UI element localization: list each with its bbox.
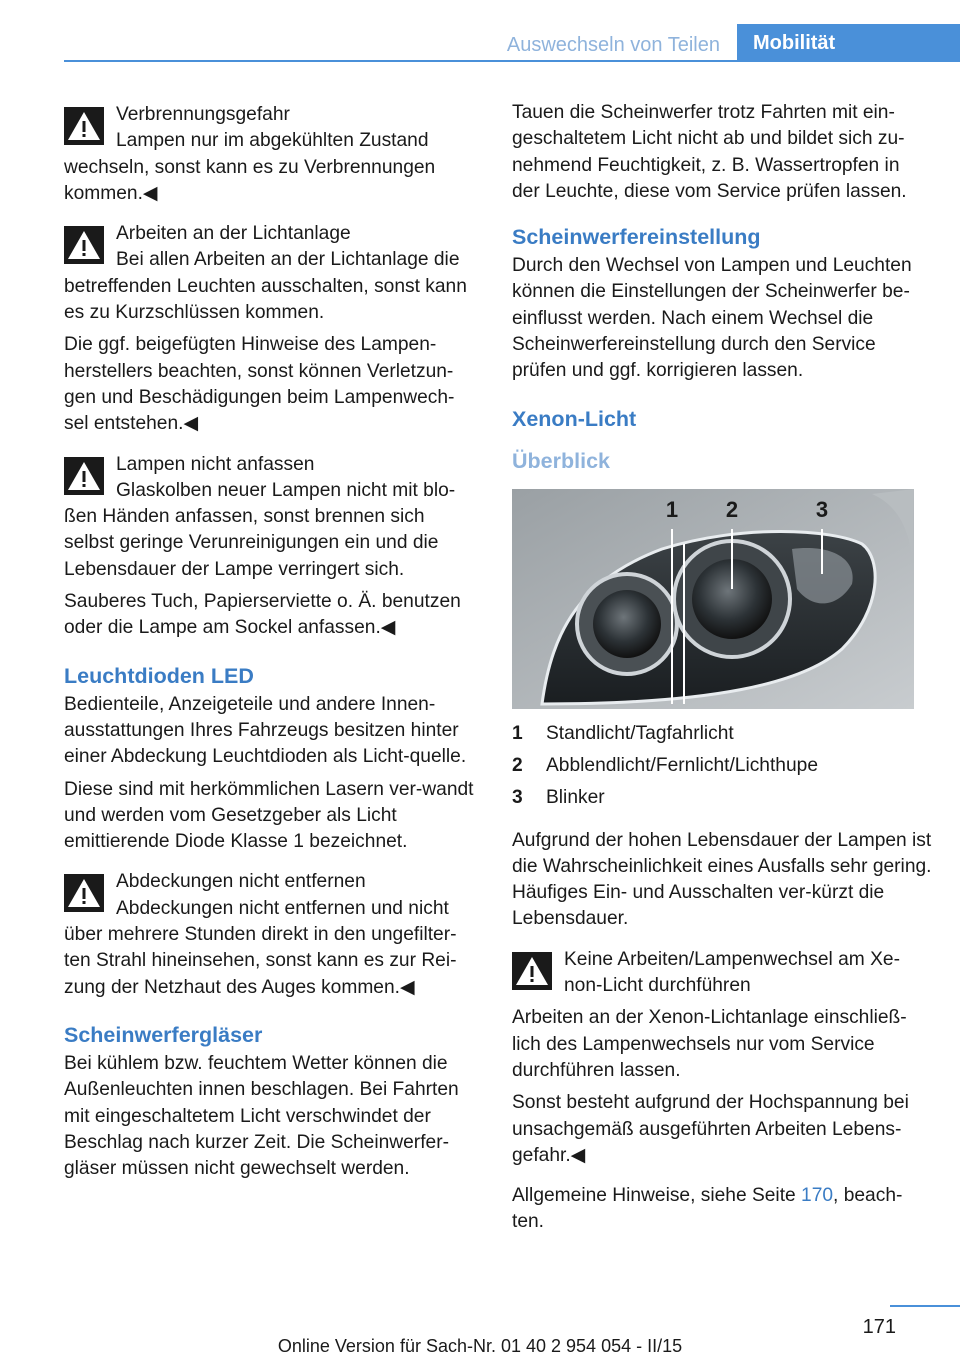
section-heading: Xenon-Licht [512,406,637,431]
footer-text: Online Version für Sach-Nr. 01 40 2 954 054 - II/15 [277,1336,683,1356]
legend-list [512,721,932,812]
paragraph: Bedienteile, Anzeigeteile und andere Innen‐ausstattungen Ihres Fahrzeugs besitzen hinter einer Abdeckung Leuchtdioden als Licht‐quelle. [64,693,467,768]
warning-block [64,452,478,583]
headlight-photo [512,489,914,709]
warning-block [512,947,932,1000]
legend-number: 2 [512,754,523,776]
warning-text [64,247,478,326]
warning-text-first: Glaskolben neuer Lampen nicht mit blo‐ [116,479,456,501]
warning-text-rest: betreffenden Leuchten ausschalten, sonst kann es zu Kurzschlüssen kommen. [64,275,467,324]
paragraph: Aufgrund der hohen Lebensdauer der Lampen ist die Wahrscheinlichkeit eines Ausfalls sehr gering. Häufiges Ein- und Ausschalten ver‐kürzt die Lebensdauer. [512,829,932,930]
paragraph-crossref [512,1183,932,1236]
warning-icon [64,874,104,912]
warning-text [64,478,478,583]
warning-title: Lampen nicht anfassen [116,453,315,475]
headlight-illustration [512,489,914,709]
header-chapter-tab[interactable]: Mobilität [737,24,960,62]
warning-icon [512,952,552,990]
warning-text-rest: über mehrere Stunden direkt in den ungefilter‐ten Strahl hineinsehen, sonst kann es zur Rei‐zung der Netzhaut des Auges kommen.◀ [64,924,457,998]
section-heading: Scheinwerfereinstellung [512,225,761,250]
paragraph: Arbeiten an der Xenon-Lichtanlage einschließ‐lich des Lampenwechsels nur vom Service durchführen lassen. [512,1007,907,1081]
subsection-heading: Überblick [512,448,610,473]
paragraph: Sonst besteht aufgrund der Hochspannung bei unsachgemäß ausgeführten Arbeiten Lebens‐gefahr.◀ [512,1092,909,1166]
warning-icon [64,107,104,145]
warning-icon [64,226,104,264]
warning-text-rest: wechseln, sonst kann es zu Verbrennungen kommen.◀ [64,156,436,204]
legend-text: Blinker [546,787,605,809]
legend-item [512,721,932,747]
warning-text [64,896,478,1001]
warning-text [64,128,478,207]
photo-label-2: 2 [725,496,739,522]
page-number: 171 [862,1316,896,1338]
paragraph: Bei kühlem bzw. feuchtem Wetter können die Außenleuchten innen beschlagen. Bei Fahrten mit eingeschaltetem Licht verschwindet der Beschlag nach kurzer Zeit. Die Scheinwerfer‐gläser müssen nicht gewechselt werden. [64,1052,459,1180]
warning-title: Arbeiten an der Lichtanlage [116,223,351,245]
left-column [64,102,478,1188]
legend-text: Abblendlicht/Fernlicht/Lichthupe [546,754,818,776]
photo-label-1: 1 [665,496,679,522]
legend-number: 1 [512,722,523,744]
photo-label-3: 3 [815,496,829,522]
page-link[interactable]: 170 [801,1185,834,1207]
legend-text: Standlicht/Tagfahrlicht [546,722,734,744]
header-section[interactable]: Auswechseln von Teilen [506,34,720,56]
legend-item [512,785,932,811]
warning-title: Verbrennungsgefahr [116,104,290,125]
legend-number: 3 [512,787,523,809]
crossref-text: Allgemeine Hinweise, siehe Seite [512,1185,802,1207]
legend-item [512,753,932,779]
paragraph: Tauen die Scheinwerfer trotz Fahrten mit ein‐geschaltetem Licht nicht ab und bildet sich zu‐nehmend Feuchtigkeit, z. B. Wassertropfen in der Leuchte, diese vom Service prüfen lassen. [512,102,907,202]
paragraph: Durch den Wechsel von Lampen und Leuchten können die Einstellungen der Scheinwerfer be‐einflusst werden. Nach einem Wechsel die Scheinwerfereinstellung durch den Service prüfen und ggf. korrigieren lassen. [512,255,912,382]
warning-block [64,869,478,1000]
footer-rule [890,1305,960,1307]
paragraph: Die ggf. beigefügten Hinweise des Lampen‐herstellers beachten, sonst können Verletzun‐gen und Beschädigungen beim Lampenwech‐sel entstehen.◀ [64,334,455,435]
warning-block [64,221,478,326]
warning-text-first: Abdeckungen nicht entfernen und nicht [116,897,449,919]
crossref-text-end: , beach‐ten. [512,1185,903,1233]
section-heading: Leuchtdioden LED [64,663,254,688]
paragraph: Diese sind mit herkömmlichen Lasern ver‐wandt und werden vom Gesetzgeber als Licht emittierende Diode Klasse 1 bezeichnet. [64,778,474,853]
warning-text-first: Bei allen Arbeiten an der Lichtanlage die [116,249,460,271]
warning-icon [64,457,104,495]
warning-text-rest: ßen Händen anfassen, sonst brennen sich selbst geringe Verunreinigungen ein und die Lebensdauer der Lampe verringert sich. [64,506,439,580]
paragraph: Sauberes Tuch, Papierserviette o. Ä. benutzen oder die Lampe am Sockel anfassen.◀ [64,591,461,639]
right-column [512,100,932,1242]
warning-title: Keine Arbeiten/Lampenwechsel am Xe‐non-Licht durchführen [564,948,900,997]
section-heading: Scheinwerfergläser [64,1022,263,1047]
warning-title: Abdeckungen nicht entfernen [116,871,366,893]
warning-text-first: Lampen nur im abgekühlten Zustand [116,130,429,152]
warning-block [64,102,478,207]
